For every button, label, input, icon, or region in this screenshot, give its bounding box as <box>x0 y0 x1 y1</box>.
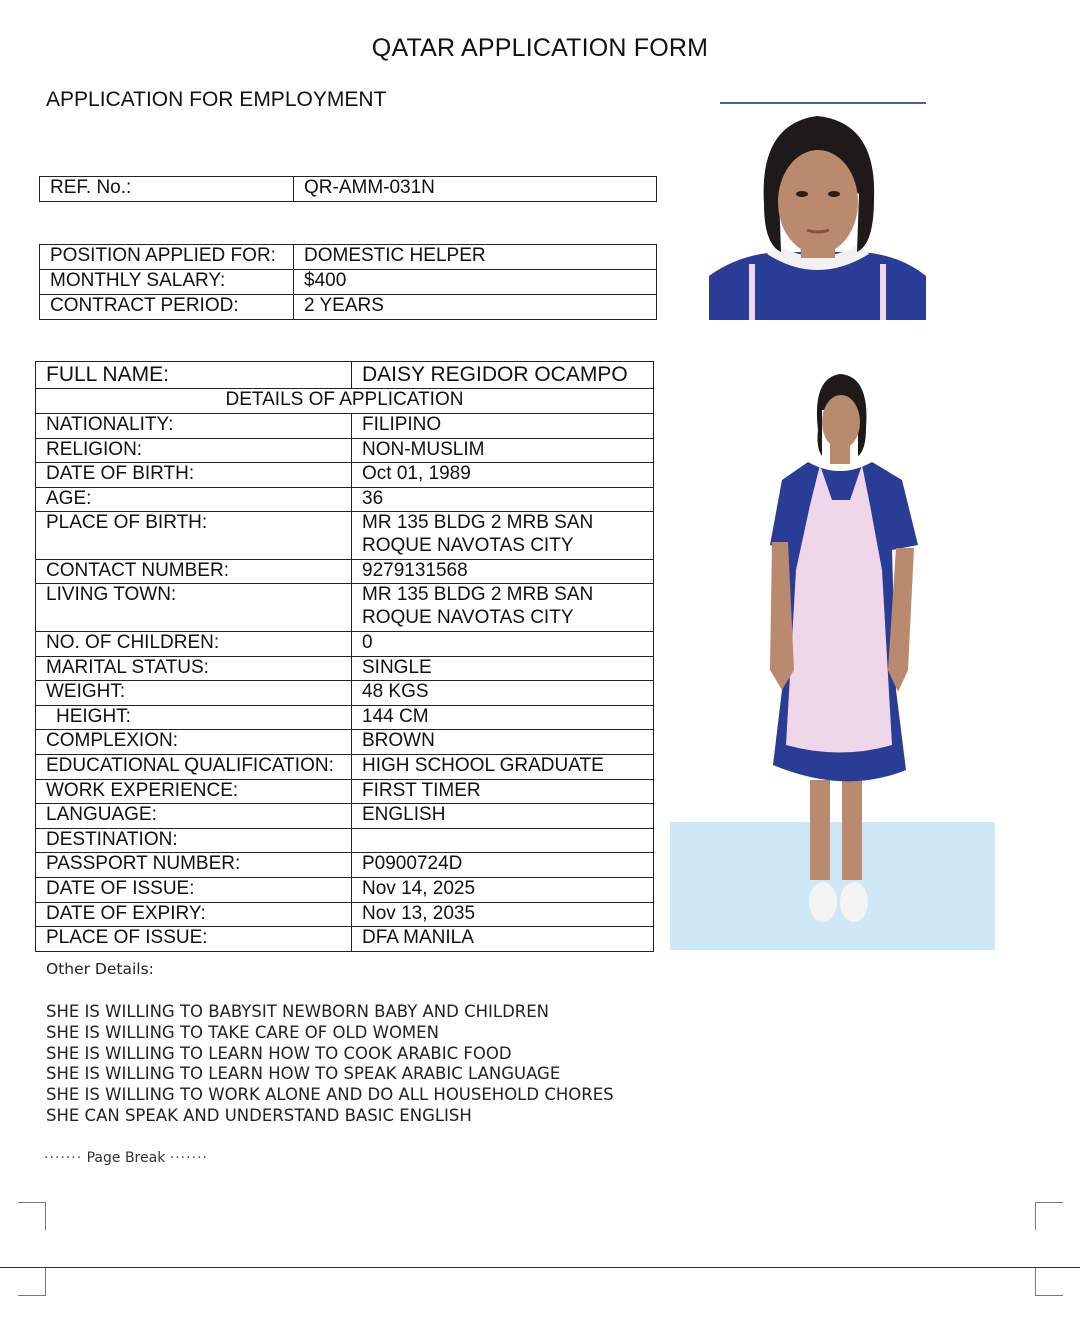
page-break-dots-left: ······· <box>44 1150 83 1166</box>
salary-label: MONTHLY SALARY: <box>40 270 294 295</box>
full-body-photo <box>670 370 995 950</box>
section-heading: DETAILS OF APPLICATION <box>36 389 654 414</box>
table-row <box>36 730 654 755</box>
form-subtitle: APPLICATION FOR EMPLOYMENT <box>46 88 387 111</box>
place-of-birth-label: PLACE OF BIRTH: <box>36 512 352 560</box>
table-row <box>36 779 654 804</box>
backdrop <box>670 822 995 950</box>
table-row <box>36 559 654 584</box>
list-item: SHE IS WILLING TO WORK ALONE AND DO ALL HOUSEHOLD CHORES <box>46 1085 614 1105</box>
right-eye <box>828 191 840 197</box>
table-row <box>40 245 657 270</box>
position-label: POSITION APPLIED FOR: <box>40 245 294 270</box>
place-of-birth-value: MR 135 BLDG 2 MRB SAN ROQUE NAVOTAS CITY <box>352 512 654 560</box>
table-row <box>40 295 657 320</box>
right-leg <box>842 780 862 880</box>
table-row <box>36 804 654 829</box>
table-row <box>36 414 654 439</box>
headshot-illustration <box>709 104 926 320</box>
crop-mark-bottom-left <box>18 1268 46 1296</box>
dob-label: DATE OF BIRTH: <box>36 463 352 488</box>
apron-strap-right <box>880 264 886 320</box>
crop-mark-top-right <box>1035 1202 1063 1230</box>
table-row <box>36 705 654 730</box>
face <box>822 395 860 449</box>
left-leg <box>810 780 830 880</box>
details-table <box>35 361 654 952</box>
issue-date-value: Nov 14, 2025 <box>352 877 654 902</box>
table-row <box>40 177 657 202</box>
page-break-label: Page Break <box>86 1150 166 1166</box>
other-details-list <box>46 1002 614 1127</box>
table-row <box>36 438 654 463</box>
position-value: DOMESTIC HELPER <box>294 245 657 270</box>
religion-label: RELIGION: <box>36 438 352 463</box>
age-label: AGE: <box>36 487 352 512</box>
contact-label: CONTACT NUMBER: <box>36 559 352 584</box>
table-row <box>40 270 657 295</box>
contract-label: CONTRACT PERIOD: <box>40 295 294 320</box>
age-value: 36 <box>352 487 654 512</box>
full-name-value: DAISY REGIDOR OCAMPO <box>352 362 654 389</box>
table-row <box>36 631 654 656</box>
list-item: SHE CAN SPEAK AND UNDERSTAND BASIC ENGLISH <box>46 1105 472 1125</box>
living-town-value: MR 135 BLDG 2 MRB SAN ROQUE NAVOTAS CITY <box>352 584 654 632</box>
full-name-label: FULL NAME: <box>36 362 352 389</box>
place-of-issue-value: DFA MANILA <box>352 927 654 952</box>
nationality-label: NATIONALITY: <box>36 414 352 439</box>
page-break-dots-right: ······· <box>169 1150 208 1166</box>
left-eye <box>796 191 808 197</box>
ref-label: REF. No.: <box>40 177 294 202</box>
table-row <box>36 584 654 632</box>
salary-value: $400 <box>294 270 657 295</box>
education-label: EDUCATIONAL QUALIFICATION: <box>36 754 352 779</box>
table-row <box>36 877 654 902</box>
language-label: LANGUAGE: <box>36 804 352 829</box>
passport-value: P0900724D <box>352 853 654 878</box>
table-row <box>36 389 654 414</box>
height-label-cell <box>36 705 352 730</box>
apron-strap-left <box>749 264 755 320</box>
table-row <box>36 463 654 488</box>
reference-table <box>39 176 657 202</box>
religion-value: NON-MUSLIM <box>352 438 654 463</box>
passport-label: PASSPORT NUMBER: <box>36 853 352 878</box>
marital-status-value: SINGLE <box>352 656 654 681</box>
education-value: HIGH SCHOOL GRADUATE <box>352 754 654 779</box>
table-row <box>36 512 654 560</box>
nationality-value: FILIPINO <box>352 414 654 439</box>
dob-value: Oct 01, 1989 <box>352 463 654 488</box>
table-row <box>36 362 654 389</box>
table-row <box>36 754 654 779</box>
height-value: 144 CM <box>352 705 654 730</box>
issue-date-label: DATE OF ISSUE: <box>36 877 352 902</box>
children-value: 0 <box>352 631 654 656</box>
table-row <box>36 853 654 878</box>
crop-mark-top-left <box>18 1202 46 1230</box>
contract-value: 2 YEARS <box>294 295 657 320</box>
right-shoe <box>840 882 868 922</box>
work-experience-value: FIRST TIMER <box>352 779 654 804</box>
destination-value <box>352 828 654 853</box>
position-table <box>39 244 657 320</box>
expiry-date-value: Nov 13, 2035 <box>352 902 654 927</box>
face <box>778 150 858 254</box>
list-item: SHE IS WILLING TO LEARN HOW TO SPEAK ARABIC LANGUAGE <box>46 1064 561 1084</box>
form-title: QATAR APPLICATION FORM <box>371 34 709 62</box>
marital-status-label: MARITAL STATUS: <box>36 656 352 681</box>
headshot-photo <box>709 104 926 320</box>
table-row <box>36 828 654 853</box>
children-label: NO. OF CHILDREN: <box>36 631 352 656</box>
list-item: SHE IS WILLING TO LEARN HOW TO COOK ARABIC FOOD <box>46 1043 512 1063</box>
table-row <box>36 681 654 706</box>
table-row <box>36 902 654 927</box>
list-item: SHE IS WILLING TO TAKE CARE OF OLD WOMEN <box>46 1022 439 1042</box>
work-experience-label: WORK EXPERIENCE: <box>36 779 352 804</box>
complexion-value: BROWN <box>352 730 654 755</box>
complexion-label: COMPLEXION: <box>36 730 352 755</box>
page-break-marker <box>44 1150 208 1166</box>
ref-value: QR-AMM-031N <box>294 177 657 202</box>
weight-value: 48 KGS <box>352 681 654 706</box>
page-divider <box>0 1267 1080 1268</box>
destination-label: DESTINATION: <box>36 828 352 853</box>
place-of-issue-label: PLACE OF ISSUE: <box>36 927 352 952</box>
height-label: HEIGHT: <box>56 705 131 727</box>
language-value: ENGLISH <box>352 804 654 829</box>
contact-value: 9279131568 <box>352 559 654 584</box>
other-details-label: Other Details: <box>46 960 154 978</box>
list-item: SHE IS WILLING TO BABYSIT NEWBORN BABY AND CHILDREN <box>46 1002 550 1021</box>
full-body-illustration <box>670 370 995 950</box>
table-row <box>36 927 654 952</box>
living-town-label: LIVING TOWN: <box>36 584 352 632</box>
table-row <box>36 487 654 512</box>
crop-mark-bottom-right <box>1035 1268 1063 1296</box>
left-shoe <box>809 882 837 922</box>
table-row <box>36 656 654 681</box>
weight-label: WEIGHT: <box>36 681 352 706</box>
expiry-date-label: DATE OF EXPIRY: <box>36 902 352 927</box>
